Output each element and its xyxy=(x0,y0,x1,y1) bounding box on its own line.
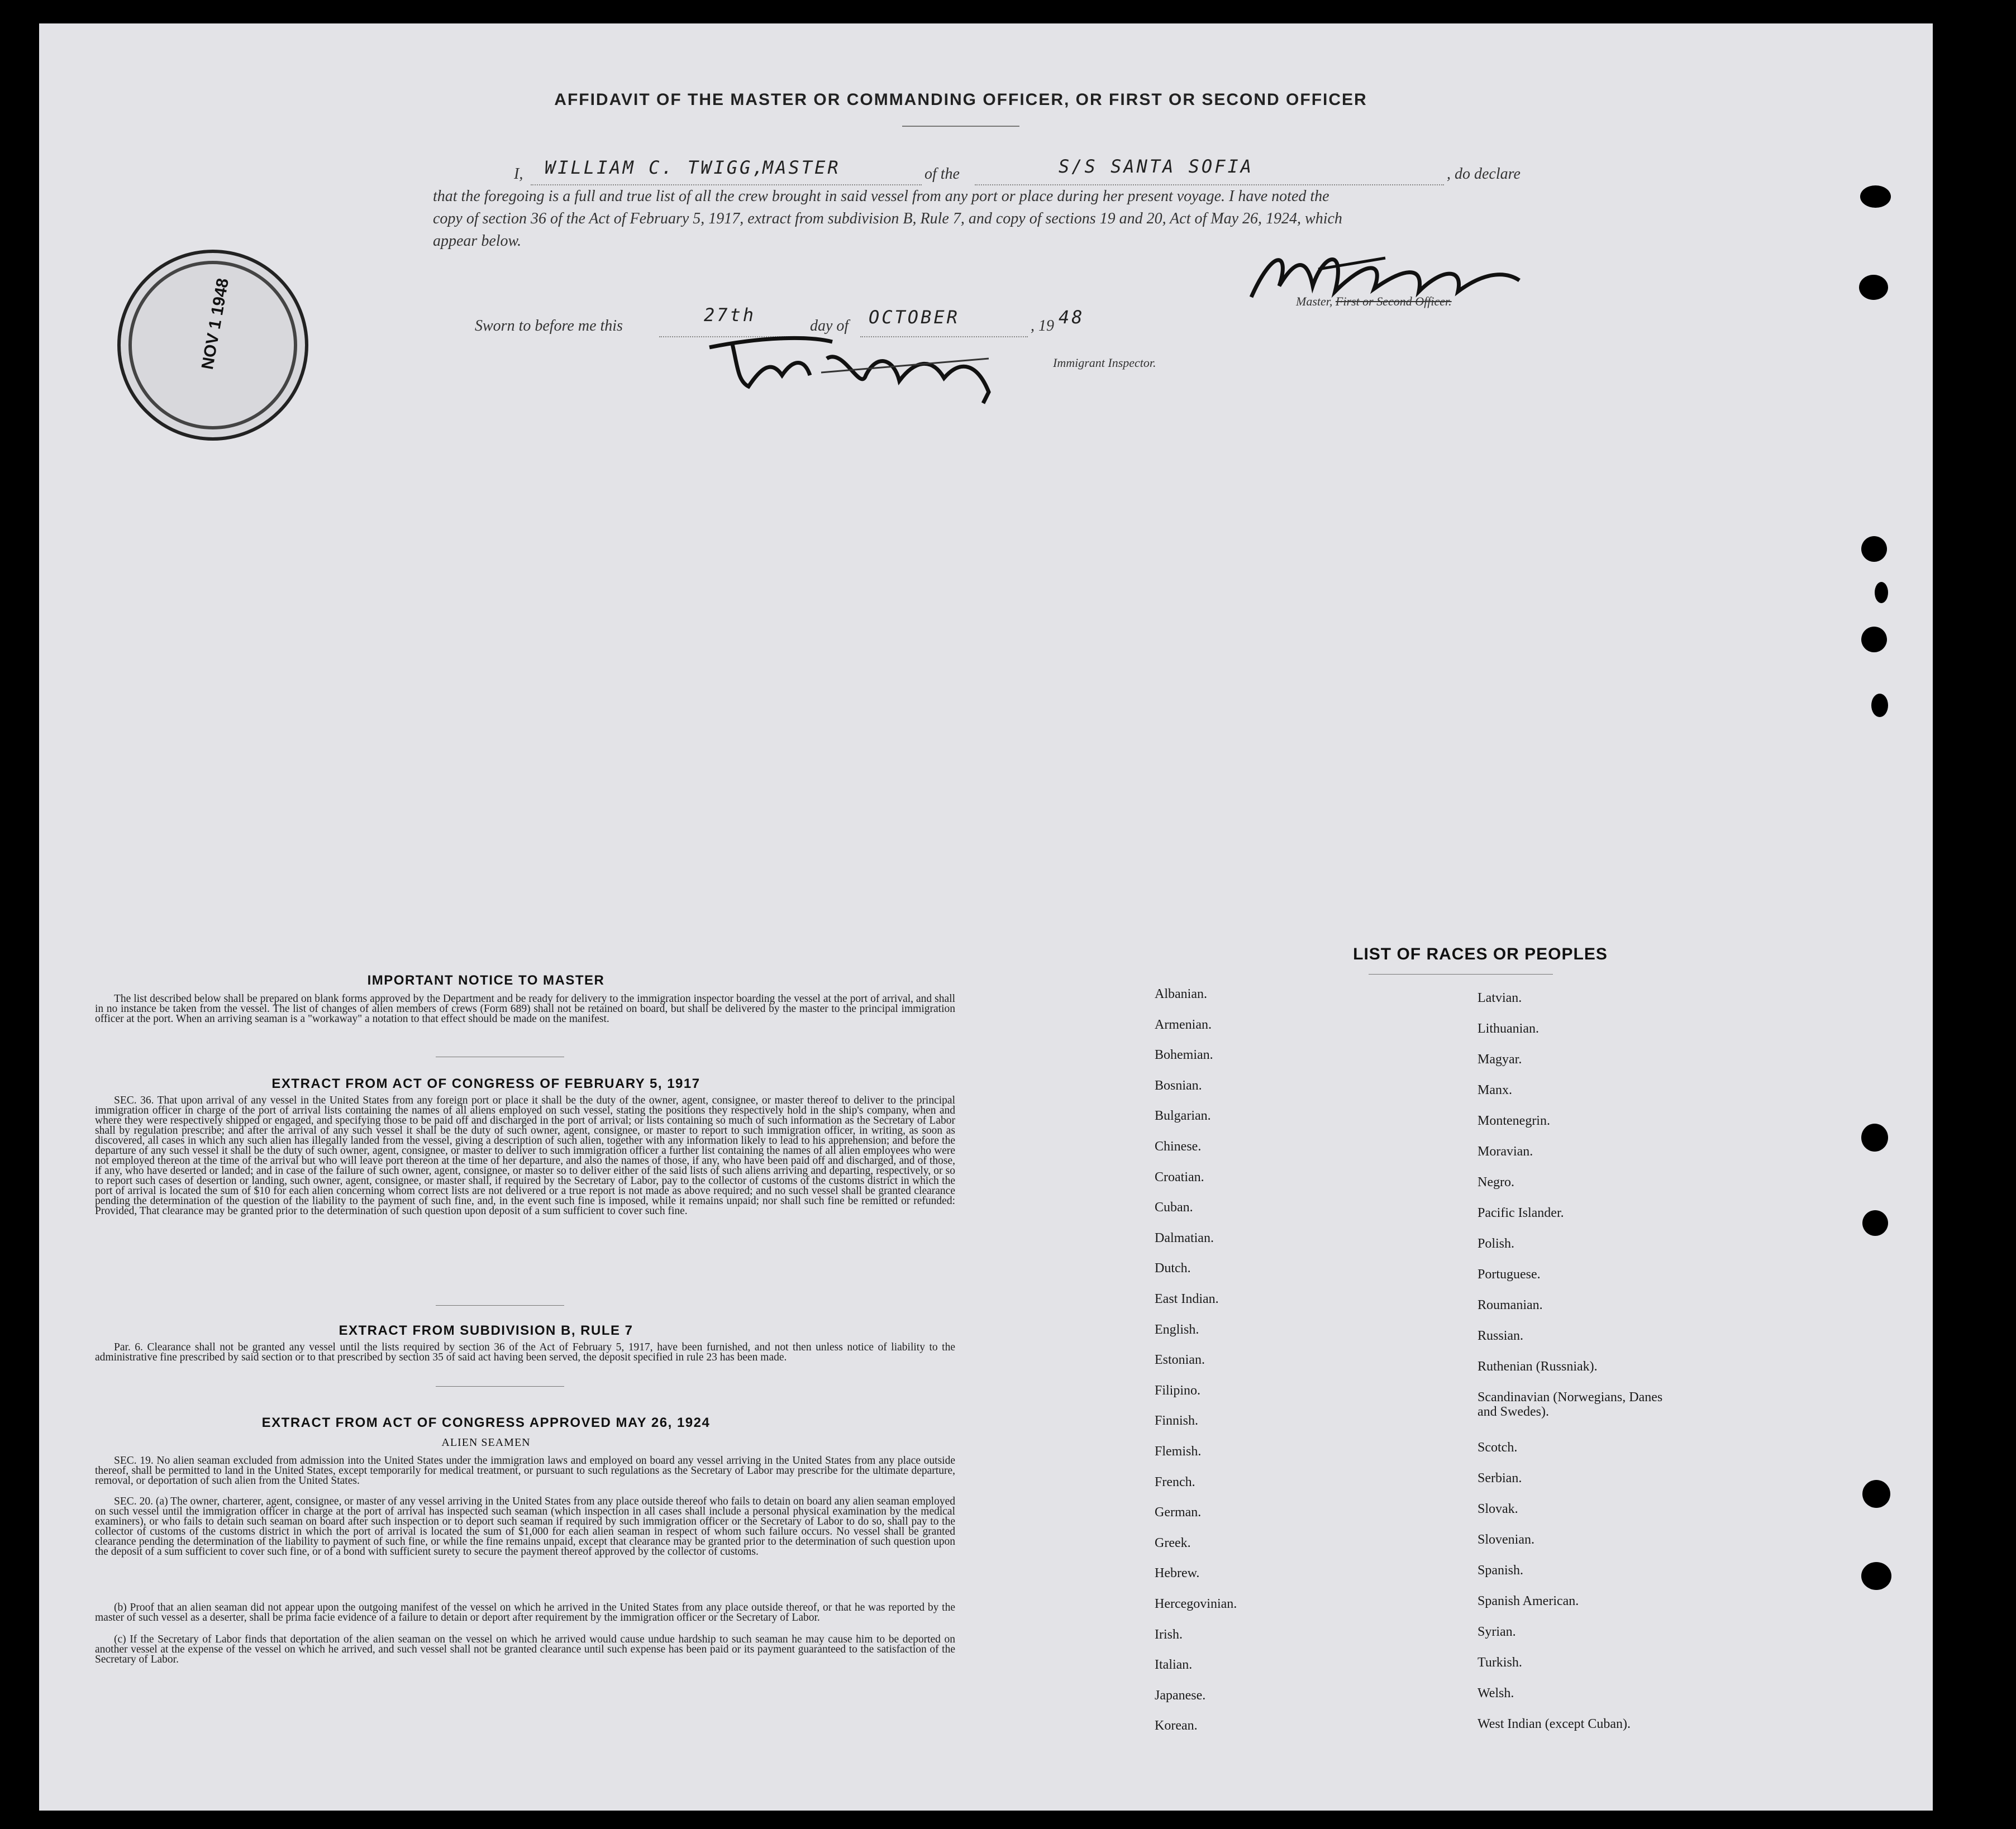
binder-hole xyxy=(1861,627,1887,652)
race-item: Negro. xyxy=(1478,1175,1514,1190)
race-item: Roumanian. xyxy=(1478,1298,1543,1312)
race-item: Slovak. xyxy=(1478,1502,1518,1516)
affidavit-line-4: appear below. xyxy=(433,232,522,250)
race-item: Latvian. xyxy=(1478,991,1522,1005)
affidavit-line-1 xyxy=(472,156,1533,185)
binder-hole xyxy=(1859,275,1888,300)
race-item: Spanish American. xyxy=(1478,1594,1579,1608)
race-item: Welsh. xyxy=(1478,1686,1514,1701)
binder-hole xyxy=(1875,582,1888,603)
vessel-name: S/S SANTA SOFIA xyxy=(1059,156,1254,177)
race-item: Japanese. xyxy=(1155,1688,1206,1703)
race-item: Korean. xyxy=(1155,1718,1198,1734)
race-item: Scandinavian (Norwegians, Danes and Swedes). xyxy=(1478,1390,1663,1419)
race-item: Croatian. xyxy=(1155,1169,1204,1185)
extract2-title: EXTRACT FROM SUBDIVISION B, RULE 7 xyxy=(339,1323,633,1338)
race-item: Russian. xyxy=(1478,1329,1524,1343)
extract3-subtitle: ALIEN SEAMEN xyxy=(441,1436,531,1449)
race-item: West Indian (except Cuban). xyxy=(1478,1717,1631,1731)
race-item: Hercegovinian. xyxy=(1155,1597,1237,1611)
race-item: Ruthenian (Russniak). xyxy=(1478,1359,1598,1374)
race-item: Slovenian. xyxy=(1478,1532,1534,1547)
race-item: Manx. xyxy=(1478,1083,1512,1097)
stamp-date: NOV 1 1948 xyxy=(198,276,233,371)
race-item: Armenian. xyxy=(1155,1017,1212,1032)
race-item: Albanian. xyxy=(1155,987,1207,1001)
extract3-paragraph-2: SEC. 20. (a) The owner, charterer, agent, consignee, or master of any vessel arriving in the United States from any place outside thereof who fails to detain on board any alien seaman employed on such vessel until the immigration officer in charge at the port of arrival has inspected such seaman (which inspection in all cases shall include a personal physical examination by the medical examiners), or who fails to detain such seaman on board after such inspection or to deport such seaman if required by such immigration officer or the Secretary of Labor to do so, shall pay to the collector of customs of the customs district in which the port of arrival is located the sum of $1,000 for each alien seaman in respect of whom such failure occurs. No vessel shall be granted clearance pending the determination of the liability to payment of such fine, or while the fine remains unpaid, except that clearance may be granted prior to the determination of such question upon the deposit of a sum sufficient to cover such fine, or of a bond with sufficient surety to secure the payment thereof approved by the collector of customs. xyxy=(95,1496,955,1558)
race-item: Flemish. xyxy=(1155,1444,1202,1459)
race-item: Montenegrin. xyxy=(1478,1114,1550,1128)
race-item: Dutch. xyxy=(1155,1261,1191,1276)
document-page xyxy=(39,23,1933,1811)
race-item: Dalmatian. xyxy=(1155,1230,1214,1245)
day-of-label: day of xyxy=(810,317,849,335)
struck-officer-text: First or Second Officer. xyxy=(1335,294,1452,308)
binder-hole xyxy=(1862,1480,1890,1508)
binder-hole xyxy=(1871,694,1888,717)
race-item: Estonian. xyxy=(1155,1353,1205,1368)
of-the-label: of the xyxy=(924,165,960,183)
month-value: OCTOBER xyxy=(869,307,960,328)
race-item: Bohemian. xyxy=(1155,1048,1213,1063)
race-item: Serbian. xyxy=(1478,1471,1522,1486)
extract3-paragraph-3: (b) Proof that an alien seaman did not appear upon the outgoing manifest of the vessel on which he arrived in the United States from any place outside thereof, or that he was reported by the master of such vessel as a deserter, shall be prima facie evidence of a failure to detain or deport after requirement by the immigration officer or the Secretary of Labor. xyxy=(95,1602,955,1623)
race-item: Bosnian. xyxy=(1155,1078,1202,1093)
race-item: Moravian. xyxy=(1478,1144,1533,1159)
races-title: LIST OF RACES OR PEOPLES xyxy=(1353,945,1608,963)
affidavit-line-2: that the foregoing is a full and true list of all the crew brought in said vessel from any port or place during her present voyage. I have noted the xyxy=(433,188,1329,205)
race-item: French. xyxy=(1155,1474,1195,1489)
race-item: Italian. xyxy=(1155,1658,1193,1673)
race-item: Cuban. xyxy=(1155,1200,1193,1215)
inspector-signature xyxy=(698,325,1011,409)
race-item: Pacific Islander. xyxy=(1478,1206,1564,1220)
master-rank: MASTER xyxy=(762,157,841,178)
binder-hole xyxy=(1861,1124,1888,1152)
affidavit-line-3: copy of section 36 of the Act of February 5, 1917, extract from subdivision B, Rule 7, and copy of sections 19 and 20, Act of May 26, 1924, which xyxy=(433,210,1342,227)
notice-title: IMPORTANT NOTICE TO MASTER xyxy=(367,973,605,988)
master-name: WILLIAM C. TWIGG, xyxy=(545,157,766,178)
binder-hole xyxy=(1860,185,1891,208)
race-item: Spanish. xyxy=(1478,1563,1524,1578)
race-item: Irish. xyxy=(1155,1627,1183,1642)
race-item: Hebrew. xyxy=(1155,1566,1200,1581)
race-item: Finnish. xyxy=(1155,1413,1199,1429)
date-stamp xyxy=(117,250,308,441)
race-item: Magyar. xyxy=(1478,1052,1522,1067)
races-divider xyxy=(1369,974,1553,975)
affidavit-title: AFFIDAVIT OF THE MASTER OR COMMANDING OFFICER, OR FIRST OR SECOND OFFICER xyxy=(554,90,1367,109)
notice-divider-2 xyxy=(436,1305,564,1306)
day-value: 27th xyxy=(704,304,756,326)
binder-hole xyxy=(1861,536,1887,562)
race-item: Polish. xyxy=(1478,1236,1515,1251)
notice-divider-3 xyxy=(436,1386,564,1387)
race-item: German. xyxy=(1155,1505,1202,1520)
race-item: English. xyxy=(1155,1322,1199,1337)
title-divider xyxy=(902,126,1019,127)
race-item: Chinese. xyxy=(1155,1139,1202,1154)
year-value: 48 xyxy=(1059,307,1085,328)
extract3-paragraph-1: SEC. 19. No alien seaman excluded from admission into the United States under the immigration laws and employed on board any vessel arriving in the United States from any place outside thereof, shall be permitted to land in the United States, except temporarily for medical treatment, or pursuant to such regulations as the Secretary of Labor may prescribe for the ultimate departure, removal, or deportation of such alien from the United States. xyxy=(95,1455,955,1487)
race-item: Filipino. xyxy=(1155,1383,1201,1398)
binder-hole xyxy=(1861,1562,1891,1590)
inspector-caption: Immigrant Inspector. xyxy=(1053,356,1156,370)
master-caption: Master, First or Second Officer. xyxy=(1296,294,1452,308)
extract2-paragraph: Par. 6. Clearance shall not be granted any vessel until the lists required by section 36 of the Act of February 5, 1917, have been furnished, and not then unless notice of liability to the administrative fine prescribed by said section or to that prescribed by section 35 of said act having been served, the deposit specified in rule 23 has been made. xyxy=(95,1341,955,1363)
i-label: I, xyxy=(514,165,523,183)
do-declare-label: , do declare xyxy=(1447,165,1521,183)
race-item: Lithuanian. xyxy=(1478,1021,1539,1036)
race-item: East Indian. xyxy=(1155,1292,1219,1306)
race-item: Bulgarian. xyxy=(1155,1109,1211,1124)
year-prefix: , 19 xyxy=(1031,317,1054,335)
extract1-paragraph: SEC. 36. That upon arrival of any vessel in the United States from any foreign port or place it shall be the duty of the owner, agent, consignee, or master thereof to deliver to the principal immigration officer in charge of the port of arrival lists containing the names of all aliens employed on such vessel, stating the positions they respectively hold in the ship's company, when and where they were respectively shipped or engaged, and specifying those to be paid off and discharged in the port of arrival; or lists containing so much of such information as the Secretary of Labor shall by regulation prescribe; and after the arrival of any such vessel it shall be the duty of such owner, agent, consignee, or master to report to such immigration officer, in writing, as soon as discovered, all cases in which any such alien has illegally landed from the vessel, giving a description of such alien, together with any information likely to lead to his apprehension; and before the departure of any such vessel it shall be the duty of such owner, agent, consignee, or master to deliver to such immigration officer a further list containing the names of all alien employees who were not employed thereon at the time of the arrival but who will leave port thereon at the time of her departure, and also the names of those, if any, who have been paid off and discharged, and of those, if any, who have deserted or landed; and in case of the failure of such owner, agent, consignee, or master so to deliver either of the said lists of such aliens arriving and departing, respectively, or so to report such cases of desertion or landing, such owner, agent, consignee, or master shall, if required by the Secretary of Labor, pay to the collector of customs of the customs district in which the port of arrival is located the sum of $10 for each alien concerning whom correct lists are not delivered or a true report is not made as above required; and no such vessel shall be granted clearance pending the determination of the question of the liability to the payment of such fine, and, in the event such fine is imposed, while it remains unpaid; nor shall such fine be remitted or refunded: Provided, That clearance may be granted prior to the determination of such question upon deposit of a sum sufficient to cover such fine. xyxy=(95,1095,955,1217)
extract3-title: EXTRACT FROM ACT OF CONGRESS APPROVED MAY 26, 1924 xyxy=(261,1415,711,1430)
sworn-label: Sworn to before me this xyxy=(475,317,623,335)
extract1-title: EXTRACT FROM ACT OF CONGRESS OF FEBRUARY 5, 1917 xyxy=(271,1076,700,1091)
binder-hole xyxy=(1862,1210,1888,1236)
race-item: Syrian. xyxy=(1478,1625,1516,1639)
race-item: Portuguese. xyxy=(1478,1267,1541,1282)
race-item: Greek. xyxy=(1155,1535,1191,1550)
race-item: Scotch. xyxy=(1478,1440,1518,1455)
notice-paragraph: The list described below shall be prepared on blank forms approved by the Department and be ready for delivery to the immigration inspector boarding the vessel at the port of arrival, and shall in no instance be taken from the vessel. The list of changes of alien members of crews (Form 689) shall not be retained on board, but shall be delivered by the master to the principal immigration officer at the port. When an arriving seaman is a "workaway" a notation to that effect should be made on the manifest. xyxy=(95,993,955,1025)
extract3-paragraph-4: (c) If the Secretary of Labor finds that deportation of the alien seaman on the vessel on which he arrived would cause undue hardship to such seaman he may cause him to be deported on another vessel at the expense of the vessel on which he arrived, and such vessel shall not be granted clearance until such expense has been paid or its payment guaranteed to the satisfaction of the Secretary of Labor. xyxy=(95,1634,955,1665)
race-item: Turkish. xyxy=(1478,1655,1522,1670)
